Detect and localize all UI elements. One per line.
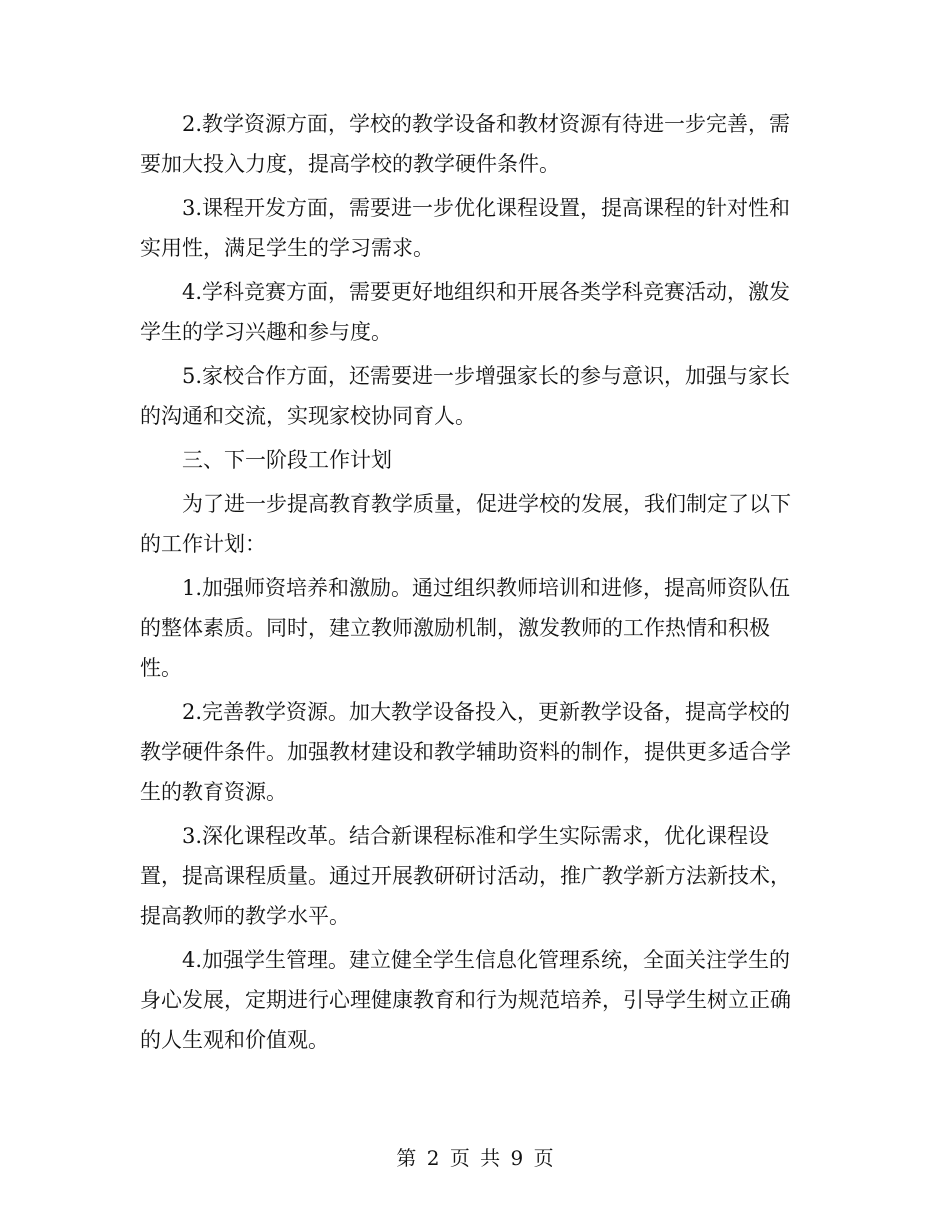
section-heading-next-plan: 三、下一阶段工作计划 <box>182 448 392 472</box>
paragraph-curriculum-issue: 3.课程开发方面，需要进一步优化课程设置，提高课程的针对性和实用性，满足学生的学习需求。 <box>140 196 791 260</box>
paragraph-resource-issue: 2.教学资源方面，学校的教学设备和教材资源有待进一步完善，需要加大投入力度，提高学校的教学硬件条件。 <box>140 112 791 176</box>
paragraph-plan-resources: 2.完善教学资源。加大教学设备投入，更新教学设备，提高学校的教学硬件条件。加强教材建设和教学辅助资料的制作，提供更多适合学生的教育资源。 <box>140 700 791 804</box>
paragraph-home-school-issue: 5.家校合作方面，还需要进一步增强家长的参与意识，加强与家长的沟通和交流，实现家校协同育人。 <box>140 364 791 428</box>
paragraph-plan-students: 4.加强学生管理。建立健全学生信息化管理系统，全面关注学生的身心发展，定期进行心理健康教育和行为规范培养，引导学生树立正确的人生观和价值观。 <box>140 948 791 1052</box>
paragraph-plan-teachers: 1.加强师资培养和激励。通过组织教师培训和进修，提高师资队伍的整体素质。同时，建立教师激励机制，激发教师的工作热情和积极性。 <box>140 576 791 680</box>
paragraph-plan-curriculum: 3.深化课程改革。结合新课程标准和学生实际需求，优化课程设置，提高课程质量。通过开展教研研讨活动，推广教学新方法新技术，提高教师的教学水平。 <box>140 824 791 928</box>
paragraph-plan-intro: 为了进一步提高教育教学质量，促进学校的发展，我们制定了以下的工作计划： <box>140 492 791 556</box>
page-content <box>140 104 800 1064</box>
page-number-footer: 第 2 页 共 9 页 <box>396 1146 554 1170</box>
paragraph-competition-issue: 4.学科竞赛方面，需要更好地组织和开展各类学科竞赛活动，激发学生的学习兴趣和参与度。 <box>140 280 791 344</box>
